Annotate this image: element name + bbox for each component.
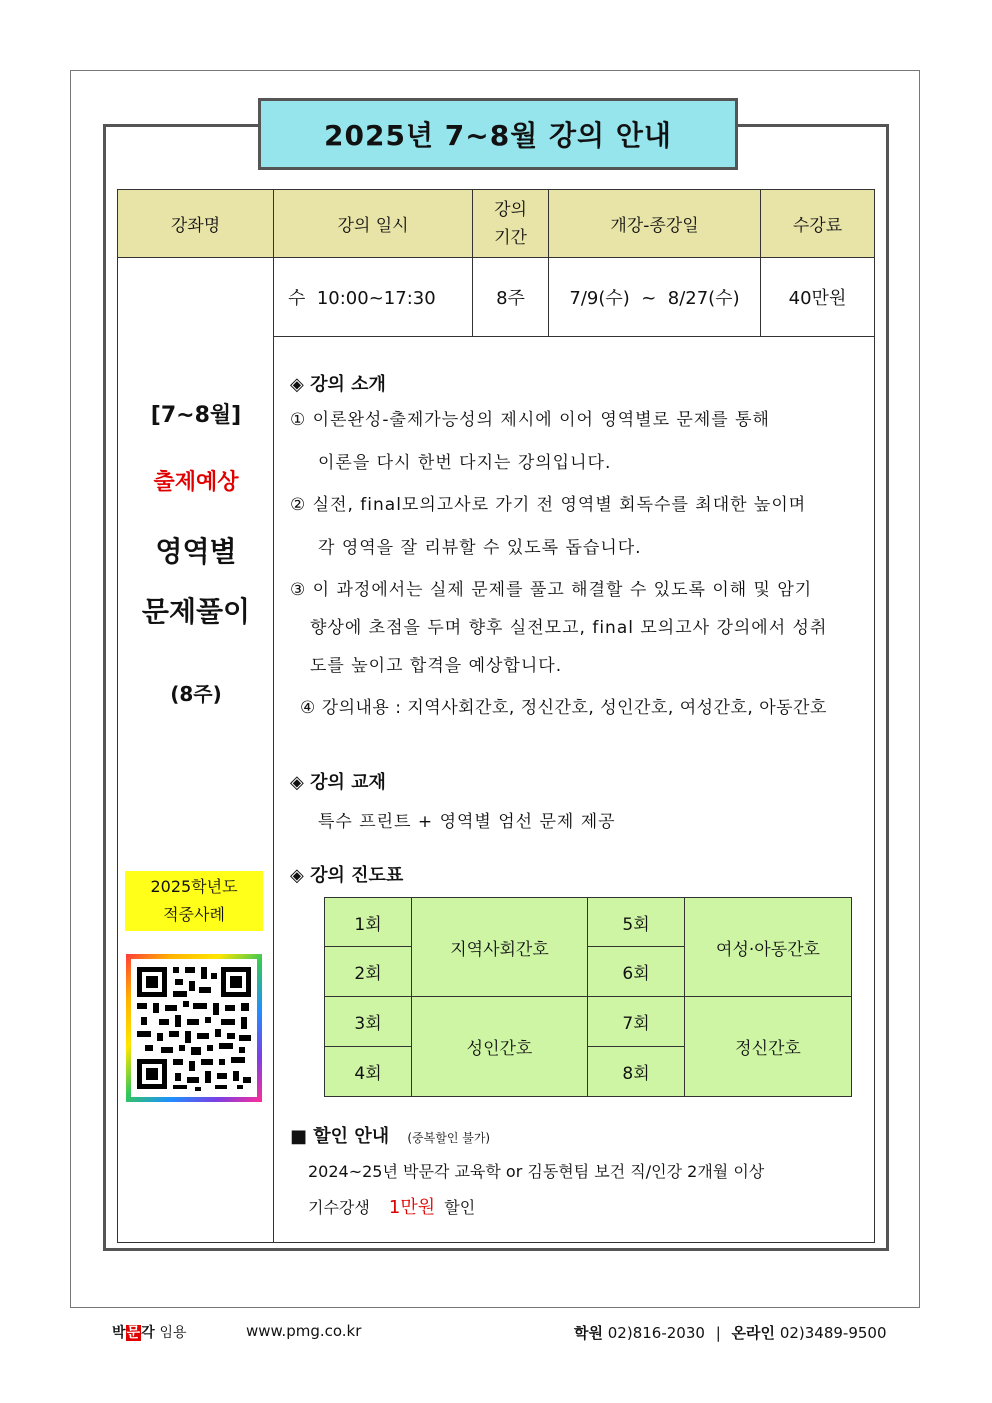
footer-academy-label: 학원: [574, 1324, 603, 1342]
footer-online-label: 온라인: [731, 1324, 776, 1342]
discount-amount: 1만원: [388, 1197, 436, 1218]
header-period: 개강-종강일: [549, 190, 761, 258]
course-title-line2: 문제풀이: [141, 595, 251, 628]
session-4: 4회: [324, 1046, 412, 1097]
topic-community-nursing: 지역사회간호: [411, 897, 588, 997]
footer-brand-part3: 각: [141, 1325, 155, 1341]
row-duration: 8주: [473, 258, 549, 337]
footer-separator: |: [715, 1324, 721, 1342]
progress-heading: ◈ 강의 진도표: [290, 865, 404, 886]
page-title: 2025년 7~8월 강의 안내: [258, 98, 738, 170]
intro-p3-line3: 도를 높이고 합격을 예상합니다.: [310, 656, 563, 676]
header-course: 강좌명: [118, 190, 274, 258]
session-2: 2회: [324, 946, 412, 997]
row-schedule: 수 10:00~17:30: [274, 258, 473, 337]
badge-line1: 2025학년도: [150, 877, 238, 896]
footer-academy-phone: 02)816-2030: [607, 1324, 705, 1342]
header-fee: 수강료: [761, 190, 874, 258]
intro-p2-line1: ② 실전, final모의고사로 가기 전 영역별 회독수를 최대한 높이며: [290, 495, 807, 515]
hit-cases-badge[interactable]: [125, 871, 263, 931]
discount-note: (중복할인 불가): [407, 1131, 491, 1145]
footer-brand-suffix: 임용: [159, 1325, 187, 1341]
course-months: [7~8월]: [150, 403, 242, 428]
session-3: 3회: [324, 996, 412, 1047]
intro-p3-line1: ③ 이 과정에서는 실제 문제를 풀고 해결할 수 있도록 이해 및 암기: [290, 580, 813, 600]
footer-contacts: [574, 1322, 887, 1343]
intro-p1-line1: ① 이론완성-출제가능성의 제시에 이어 영역별로 문제를 통해: [290, 410, 770, 430]
qr-code-icon: [131, 959, 257, 1097]
header-duration: [473, 190, 549, 258]
discount-heading-text: ■ 할인 안내: [290, 1126, 390, 1147]
session-8: 8회: [587, 1046, 685, 1097]
course-tag-expected: 출제예상: [153, 470, 239, 495]
intro-p4: ④ 강의내용 : 지역사회간호, 정신간호, 성인간호, 여성간호, 아동간호: [300, 698, 827, 718]
session-7: 7회: [587, 996, 685, 1047]
progress-table: [324, 897, 852, 1096]
header-duration-line2: 기간: [494, 227, 527, 248]
topic-mental-nursing: 정신간호: [684, 996, 852, 1097]
header-schedule: 강의 일시: [274, 190, 473, 258]
row-period: 7/9(수) ~ 8/27(수): [549, 258, 761, 337]
discount-line1: 2024~25년 박문각 교육학 or 김동현팀 보건 직/인강 2개월 이상: [308, 1162, 765, 1181]
badge-line2: 적중사례: [163, 905, 225, 924]
footer-online-phone: 02)3489-9500: [779, 1324, 887, 1342]
topic-adult-nursing: 성인간호: [411, 996, 588, 1097]
intro-p3-line2: 향상에 초점을 두며 향후 실전모고, final 모의고사 강의에서 성취: [310, 618, 828, 638]
textbook-heading: ◈ 강의 교재: [290, 772, 386, 793]
session-5: 5회: [587, 897, 685, 947]
discount-heading: [290, 1122, 490, 1148]
footer-brand-part1: 박: [112, 1325, 126, 1341]
intro-p1-line2: 이론을 다시 한번 다지는 강의입니다.: [318, 453, 612, 473]
intro-heading: ◈ 강의 소개: [290, 374, 386, 395]
discount-line2: [308, 1193, 475, 1219]
discount-line2-prefix: 기수강생: [308, 1198, 370, 1217]
course-details: [274, 337, 874, 1242]
topic-women-child-nursing: 여성·아동간호: [684, 897, 852, 997]
qr-code[interactable]: [126, 954, 262, 1102]
footer-brand: [112, 1322, 187, 1342]
footer-brand-part2: 문: [126, 1325, 141, 1341]
discount-line2-suffix: 할인: [444, 1198, 476, 1217]
header-duration-line1: 강의: [494, 199, 527, 220]
textbook-body: 특수 프린트 + 영역별 엄선 문제 제공: [318, 812, 616, 832]
row-fee: 40만원: [761, 258, 874, 337]
session-1: 1회: [324, 897, 412, 947]
intro-p2-line2: 각 영역을 잘 리뷰할 수 있도록 돕습니다.: [318, 538, 642, 558]
course-weeks: (8주): [170, 682, 222, 706]
footer-url[interactable]: www.pmg.co.kr: [246, 1322, 362, 1340]
course-title-line1: 영역별: [155, 535, 237, 568]
session-6: 6회: [587, 946, 685, 997]
